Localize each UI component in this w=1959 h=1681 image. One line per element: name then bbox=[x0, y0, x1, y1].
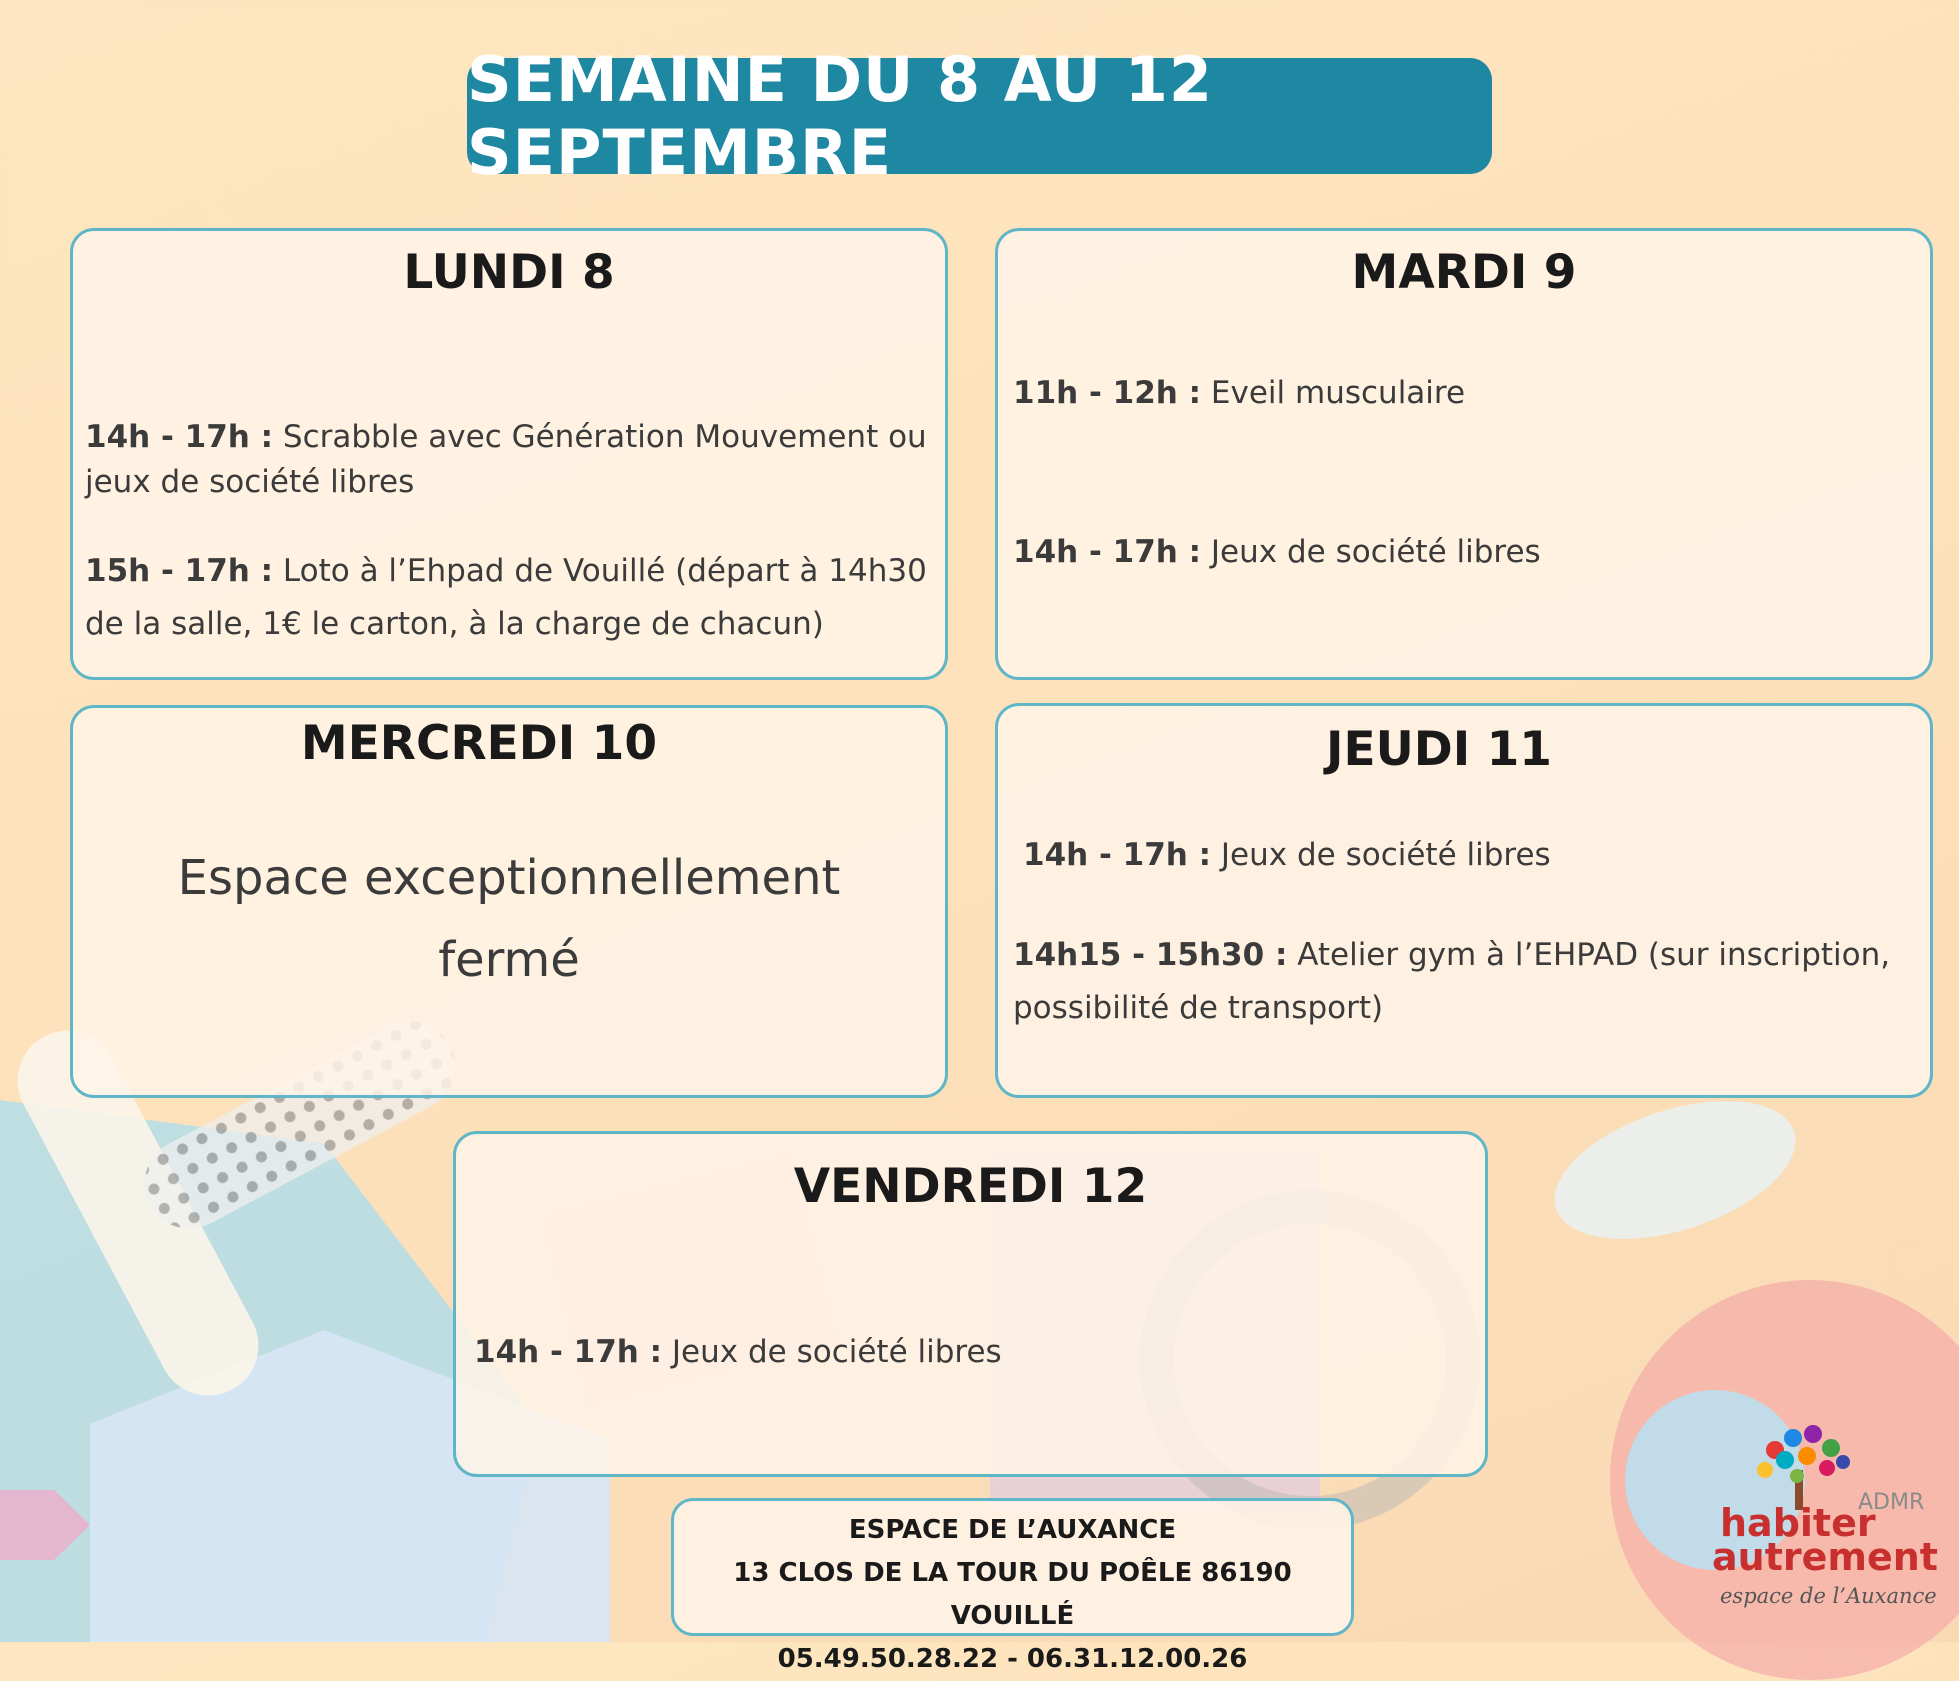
event-time: 14h15 - 15h30 : bbox=[1013, 937, 1288, 973]
event-time: 14h - 17h : bbox=[85, 419, 274, 455]
closed-line-2: fermé bbox=[438, 931, 580, 988]
logo-word-2: autrement bbox=[1712, 1535, 1938, 1579]
event-mardi-2 bbox=[1013, 530, 1541, 575]
event-text: Jeux de société libres bbox=[1201, 534, 1541, 570]
event-text: Jeux de société libres bbox=[1211, 837, 1551, 873]
event-vendredi-1 bbox=[474, 1330, 1002, 1375]
event-text: Loto à l’Ehpad de Vouillé (départ à 14h30 bbox=[273, 553, 927, 589]
bg-tape-roll bbox=[1538, 1074, 1813, 1265]
event-text: Atelier gym à l’EHPAD (sur inscription, bbox=[1287, 937, 1891, 973]
day-title-mardi: MARDI 9 bbox=[1351, 245, 1577, 300]
card-vendredi bbox=[453, 1131, 1488, 1477]
closed-line-1: Espace exceptionnellement bbox=[177, 850, 841, 906]
event-text: Eveil musculaire bbox=[1201, 375, 1466, 411]
tree-logo-icon bbox=[1745, 1420, 1855, 1510]
card-lundi bbox=[70, 228, 948, 680]
event-jeudi-2 bbox=[1013, 929, 1890, 1034]
event-mardi-1 bbox=[1013, 371, 1465, 416]
event-time: 14h - 17h : bbox=[474, 1334, 663, 1370]
venue-address: 13 CLOS DE LA TOUR DU POÊLE 86190 VOUILLÉ bbox=[733, 1558, 1292, 1631]
venue-name: ESPACE DE L’AUXANCE bbox=[848, 1515, 1177, 1545]
address-box bbox=[671, 1498, 1354, 1674]
event-jeudi-1 bbox=[1023, 833, 1551, 878]
event-text: possibilité de transport) bbox=[1013, 989, 1384, 1026]
event-text: Scrabble avec Génération Mouvement ou bbox=[273, 419, 927, 455]
venue-phones: 05.49.50.28.22 - 06.31.12.00.26 bbox=[777, 1644, 1248, 1674]
event-lundi-2 bbox=[85, 545, 927, 650]
event-text: Jeux de société libres bbox=[662, 1334, 1002, 1370]
logo-tagline: espace de l’Auxance bbox=[1720, 1584, 1937, 1608]
event-time: 11h - 12h : bbox=[1013, 375, 1202, 411]
event-time: 14h - 17h : bbox=[1013, 534, 1202, 570]
day-title-jeudi: JEUDI 11 bbox=[1325, 722, 1553, 777]
logo bbox=[1700, 1420, 1940, 1625]
logo-word-1: habiter bbox=[1720, 1501, 1876, 1545]
event-time: 14h - 17h : bbox=[1023, 837, 1212, 873]
event-text: jeux de société libres bbox=[85, 463, 415, 500]
day-title-vendredi: VENDREDI 12 bbox=[793, 1159, 1148, 1214]
card-jeudi bbox=[995, 703, 1933, 1098]
closed-notice bbox=[113, 838, 905, 1001]
title-banner bbox=[467, 43, 1492, 189]
card-mardi bbox=[995, 228, 1933, 680]
logo-admr: ADMR bbox=[1858, 1490, 1925, 1515]
day-title-mercredi: MERCREDI 10 bbox=[300, 716, 658, 771]
day-title-lundi: LUNDI 8 bbox=[403, 245, 615, 300]
event-text: de la salle, 1€ le carton, à la charge de chacun) bbox=[85, 605, 824, 642]
event-time: 15h - 17h : bbox=[85, 553, 274, 589]
page-title: SEMAINE DU 8 AU 12 SEPTEMBRE bbox=[467, 43, 1213, 189]
event-lundi-1 bbox=[85, 415, 927, 505]
card-mercredi bbox=[70, 705, 948, 1098]
